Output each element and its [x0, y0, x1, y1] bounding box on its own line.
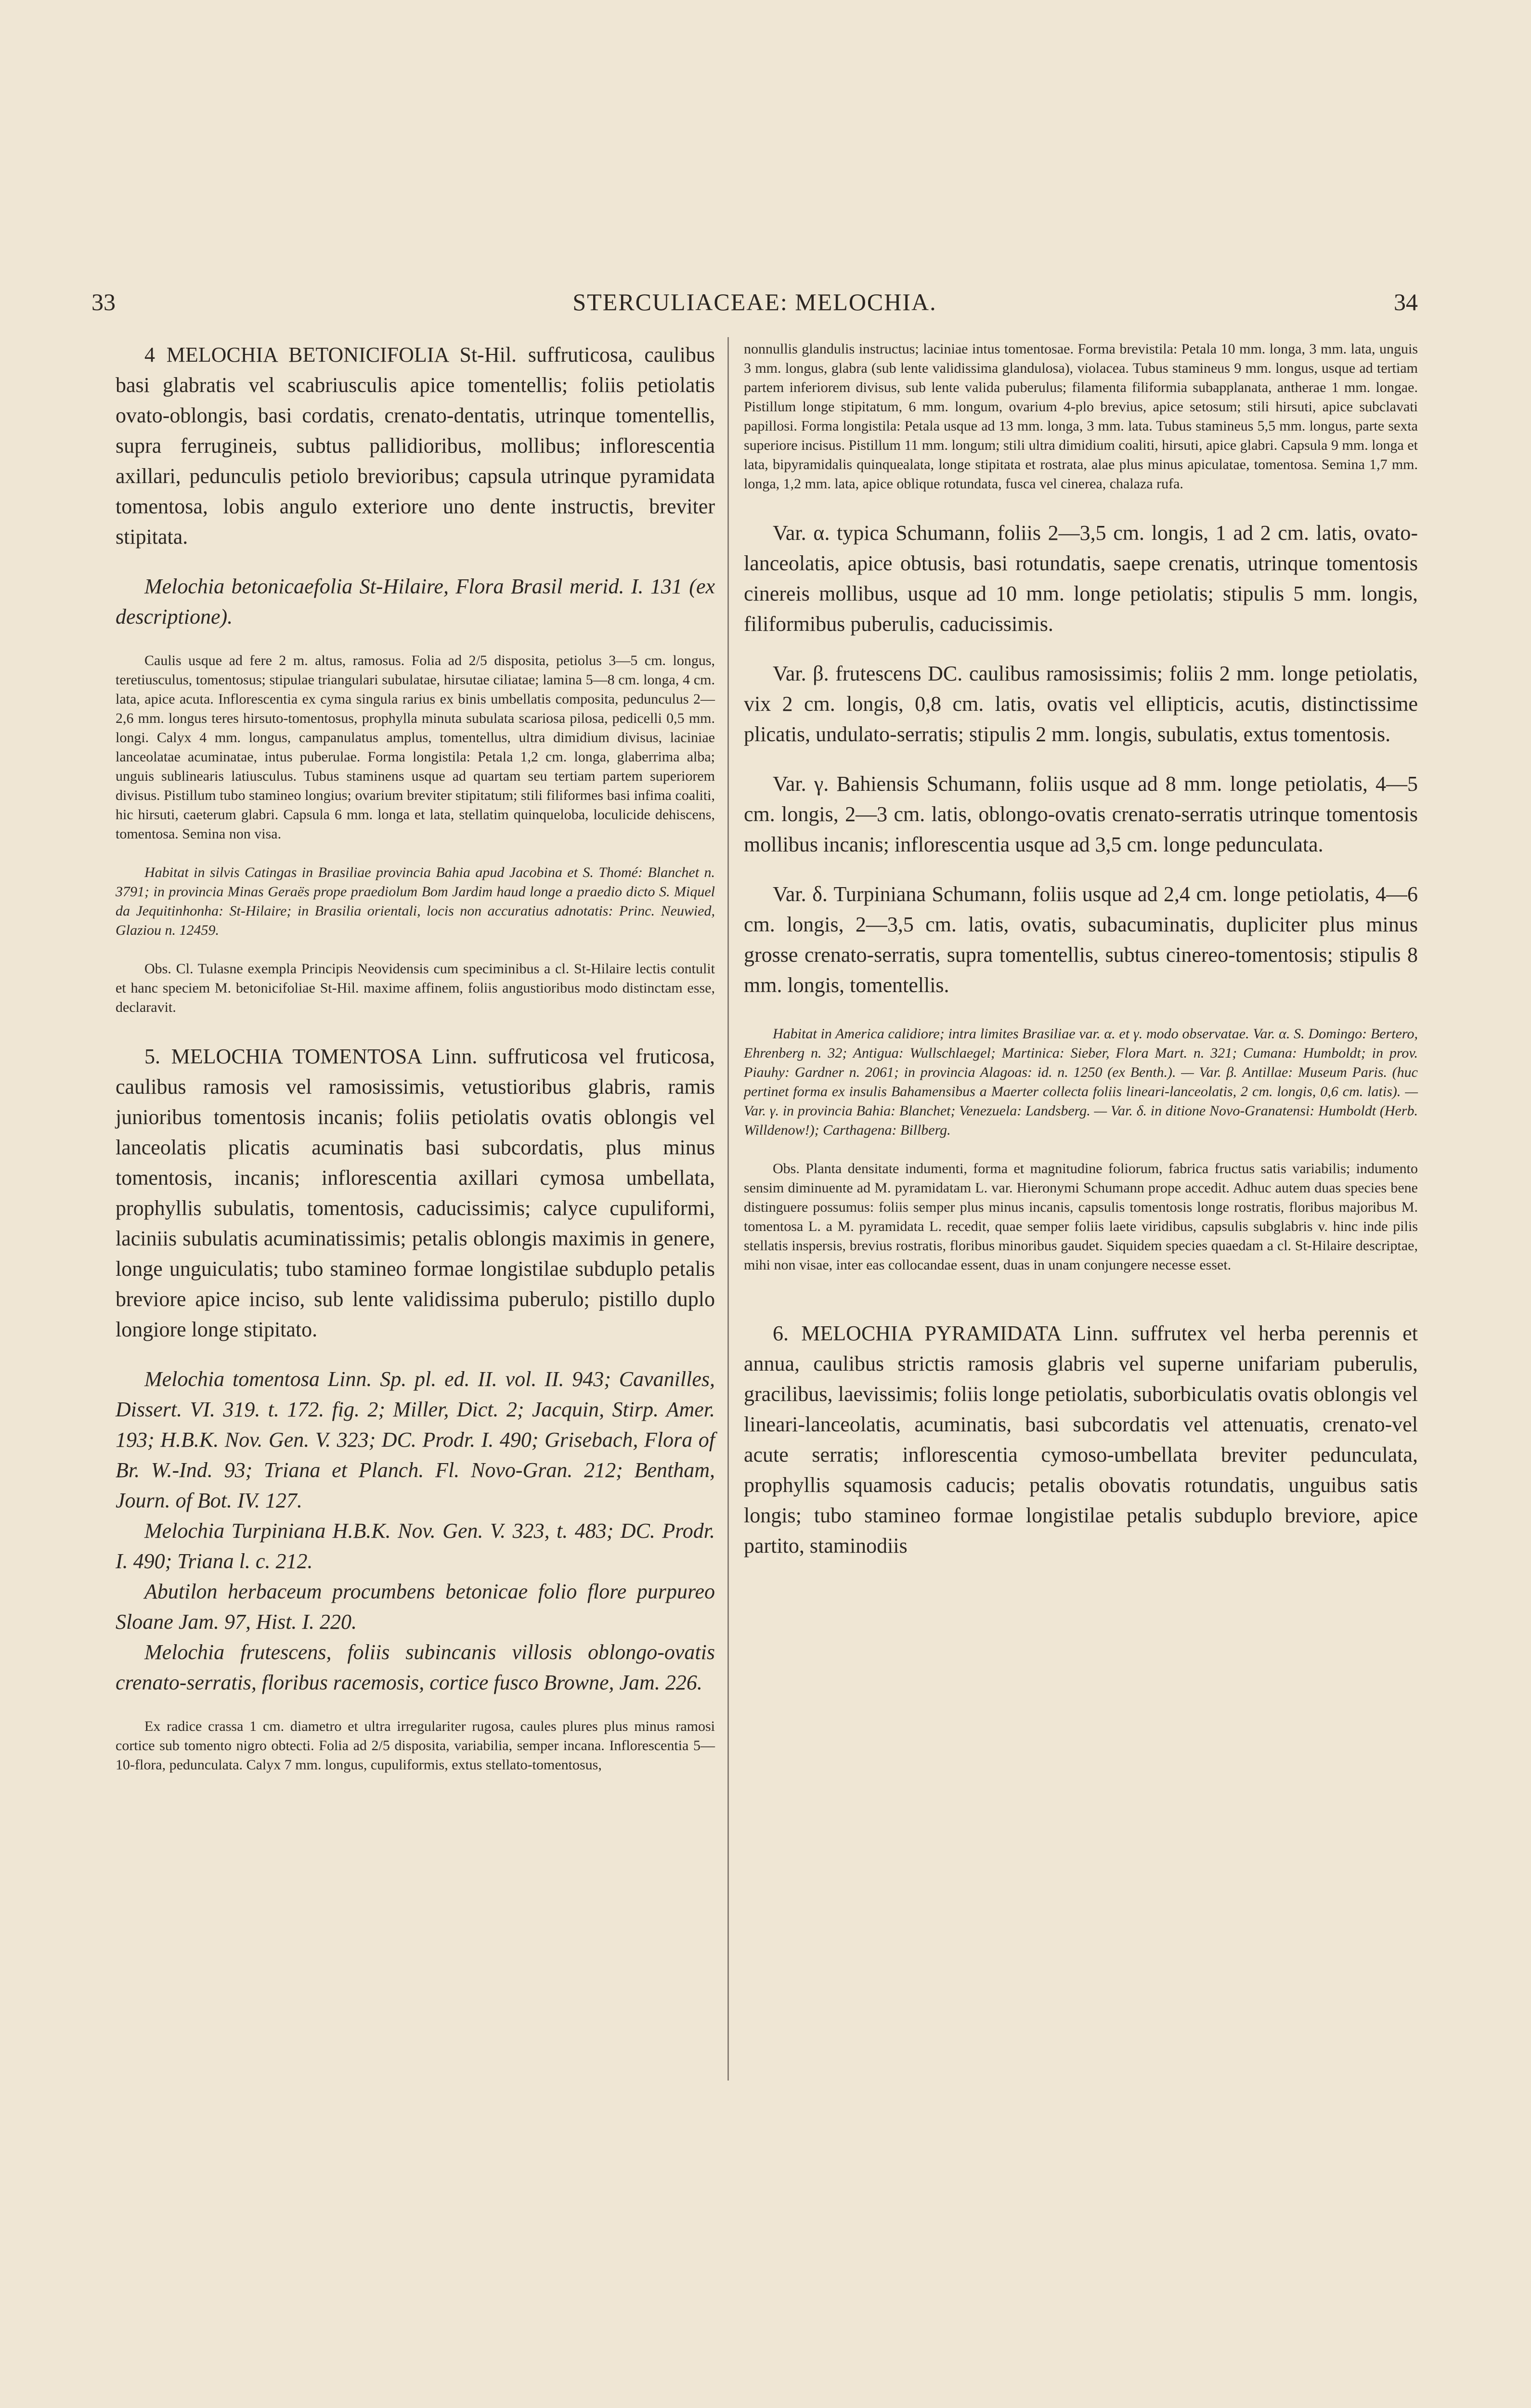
species-5-synonym-2: Melochia Turpiniana H.B.K. Nov. Gen. V. 323, t. 483; DC. Prodr. I. 490; Triana l. c. 212. [116, 1519, 715, 1573]
variety-delta: Var. δ. Turpiniana Schumann, foliis usque ad 2,4 cm. longe petiolatis, 4—6 cm. longis, 2—3,5 cm. latis, ovatis, subacuminatis, dupliciter plus minus grosse crenato-serratis, supra tomentellis, subtus cinereo-tomentosis; stipulis 8 mm. longis, tomentellis. [744, 882, 1418, 997]
species-5-details-continued: nonnullis glandulis instructus; laciniae intus tomentosae. Forma brevistila: Petala 10 mm. longa, 3 mm. lata, unguis 3 mm. longus, glabra (sub lente validissima glandulosa), violacea. Tubus stamineus 9 mm. longus, usque ad tertiam partem inferiorem divisus, sub lente valida puberulus; filamenta filiformia subapplanata, antherae 1 mm. longae. Pistillum longe stipitatum, 6 mm. longum, ovarium 4-plo brevius, apice setosum; stili hirsuti, apice subclavati papillosi. Forma longistila: Petala usque ad 13 mm. longa, 3 mm. lata. Tubus stamineus 5,5 mm. longus, parte sexta superiore incisus. Pistillum 11 mm. longum; stili ultra dimidium coaliti, hirsuti, apice glabri. Capsula 9 mm. longa et lata, bipyramidalis quinquealata, longe stipitata et rostrata, alae plus minus apiculatae, tomentosa. Semina 1,7 mm. longa, 1,2 mm. lata, apice oblique rotundata, fusca vel cinerea, chalaza rufa. [744, 341, 1418, 492]
variety-alpha: Var. α. typica Schumann, foliis 2—3,5 cm. longis, 1 ad 2 cm. latis, ovato-lanceolatis, apice obtusis, basi rotundatis, saepe crenatis, utrinque tomentosis cinereis mollibus, usque ad 10 mm. longe petiolatis; stipulis 5 mm. longis, filiformibus puberulis, caducissimis. [744, 521, 1418, 636]
page-number-right: 34 [1394, 288, 1418, 315]
page-header [91, 288, 1418, 322]
column-divider [727, 337, 729, 2081]
left-column [116, 340, 715, 1775]
species-4-habitat: Habitat in silvis Catingas in Brasiliae provincia Bahia apud Jacobina et S. Thomé: Blanchet n. 3791; in provincia Minas Geraës prope praediolum Bom Jardim haud longe a praedio dicto S. Miquel da Jequitinhonha: St-Hilaire; in Brasilia orientali, locis non accuratius adnotatis: Princ. Neuwied, Glaziou n. 12459. [116, 864, 715, 938]
page-number-left: 33 [91, 288, 116, 315]
variety-gamma: Var. γ. Bahiensis Schumann, foliis usque ad 8 mm. longe petiolatis, 4—5 cm. longis, 2—3 cm. latis, oblongo-ovatis crenato-serratis utrinque tomentosis mollibus incanis; inflorescentia usque ad 3,5 cm. longe pedunculata. [744, 772, 1418, 856]
right-column [744, 340, 1418, 1561]
species-4-observation: Obs. Cl. Tulasne exempla Principis Neovidensis cum speciminibus a cl. St-Hilaire lectis contulit et hanc speciem M. betonicifoliae St-Hil. maxime affinem, foliis angustioribus modo distinctam esse, declaravit. [116, 961, 715, 1015]
species-4-reference: Melochia betonicaefolia St-Hilaire, Flora Brasil merid. I. 131 (ex descriptione). [116, 575, 715, 628]
species-4-description: 4 MELOCHIA BETONICIFOLIA St-Hil. suffruticosa, caulibus basi glabratis vel scabriusculis apice tomentellis; foliis petiolatis ovato-oblongis, basi cordatis, crenato-dentatis, utrinque tomentellis, supra ferrugineis, subtus pallidioribus, mollibus; inflorescentia axillari, pedunculis petiolo brevioribus; capsula utrinque pyramidata tomentosa, lobis angulo exteriore uno dente instructis, breviter stipitata. [116, 343, 715, 549]
species-6-description: 6. MELOCHIA PYRAMIDATA Linn. suffrutex vel herba perennis et annua, caulibus strictis ramosis glabris vel superne unifariam puberulis, gracilibus, laevissimis; foliis longe petiolatis, suborbiculatis ovatis oblongis vel lineari-lanceolatis, acuminatis, basi subcordatis vel attenuatis, crenato-vel acute serratis; inflorescentia cymoso-umbellata breviter pedunculata, prophyllis squamosis caducis; petalis obovatis rotundatis, unguibus satis longis; tubo stamineo formae longistilae petalis subduplo breviore, apice partito, staminodiis [744, 1322, 1418, 1557]
species-4-details: Caulis usque ad fere 2 m. altus, ramosus. Folia ad 2/5 disposita, petiolus 3—5 cm. longus, teretiusculus, tomentosus; stipulae triangulari subulatae, hirsutae ciliatae; lamina 5—8 cm. longa, 4 cm. lata, apice acuta. Inflorescentia ex cyma singula rarius ex binis umbellatis composita, pedunculus 2—2,6 mm. longus teres hirsuto-tomentosus, prophylla minuta subulata scariosa pilosa, pedicelli 0,5 mm. longi. Calyx 4 mm. longus, campanulatus amplus, tomentellus, ultra dimidium divisus, laciniae lanceolatae acuminatae, intus puberulae. Forma longistila: Petala 1,2 cm. longa, glaberrima alba; unguis sublinearis latiusculus. Tubus staminens usque ad quartam seu tertiam partem superiorem divisus. Pistillum tubo stamineo longius; ovarium breviter stipitatum; stili filiformes basi infima coaliti, hic hirsuti, caeterum glabri. Capsula 6 mm. longa et lata, stellatim quinqueloba, loculicide dehiscens, tomentosa. Semina non visa. [116, 653, 715, 842]
species-5-synonym-4: Melochia frutescens, foliis subincanis villosis oblongo-ovatis crenato-serratis, floribus racemosis, cortice fusco Browne, Jam. 226. [116, 1640, 715, 1694]
species-5-observation: Obs. Planta densitate indumenti, forma et magnitudine foliorum, fabrica fructus satis variabilis; indumento sensim diminuente ad M. pyramidatam L. var. Hieronymi Schumann prope accedit. Adhuc autem duas species bene distinguere possumus: foliis semper plus minus incanis, capsulis tomentosis longe rostratis, floribus majoribus M. tomentosa L. a M. pyramidata L. recedit, quae semper foliis laete viridibus, capsulis subglabris v. hinc inde pilis stellatis inspersis, brevius rostratis, floribus minoribus gaudet. Siquidem species quaedam a cl. St-Hilaire descriptae, mihi non visae, inter eas collocandae essent, duas in unam conjungere necesse esset. [744, 1161, 1418, 1273]
species-5-synonym-3: Abutilon herbaceum procumbens betonicae folio flore purpureo Sloane Jam. 97, Hist. I. 220. [116, 1580, 715, 1634]
species-5-synonym-1: Melochia tomentosa Linn. Sp. pl. ed. II. vol. II. 943; Cavanilles, Dissert. VI. 319. t. 172. fig. 2; Miller, Dict. 2; Jacquin, Stirp. Amer. 193; H.B.K. Nov. Gen. V. 323; DC. Prodr. I. 490; Grisebach, Flora of Br. W.-Ind. 93; Triana et Planch. Fl. Novo-Gran. 212; Bentham, Journ. of Bot. IV. 127. [116, 1367, 715, 1512]
running-title: STERCULIACEAE: MELOCHIA. [572, 288, 937, 315]
species-5-description: 5. MELOCHIA TOMENTOSA Linn. suffruticosa vel fruticosa, caulibus ramosis vel ramosissimis, vetustioribus glabris, ramis junioribus tomentosis incanis; foliis petiolatis ovatis oblongis vel lanceolatis plicatis acuminatis basi subcordatis, plus minus tomentosis, incanis; inflorescentia axillari cymosa umbellata, prophyllis subulatis, tomentosis, caducissimis; calyce cupuliformi, laciniis subulatis acuminatissimis; petalis oblongis maximis in genere, longe unguiculatis; tubo stamineo formae longistilae subduplo petalis breviore apice inciso, sub lente validissima puberulo; pistillo duplo longiore longe stipitato. [116, 1045, 715, 1341]
species-5-details: Ex radice crassa 1 cm. diametro et ultra irregulariter rugosa, caules plures plus minus ramosi cortice sub tomento nigro obtecti. Folia ad 2/5 disposita, variabilia, semper incana. Inflorescentia 5—10-flora, pedunculata. Calyx 7 mm. longus, cupuliformis, extus stellato-tomentosus, [116, 1718, 715, 1773]
species-5-habitat: Habitat in America calidiore; intra limites Brasiliae var. α. et γ. modo observatae. Var. α. S. Domingo: Bertero, Ehrenberg n. 32; Antigua: Wullschlaegel; Martinica: Sieber, Flora Mart. n. 321; Cumana: Humboldt; in prov. Piauhy: Gardner n. 2061; in provincia Alagoas: id. n. 1250 (ex Benth.). — Var. β. Antillae: Museum Paris. (huc pertinet forma ex insulis Bahamensibus a Maerter collecta foliis lineari-lanceolatis, 2 cm. longis, 0,6 cm. latis). — Var. γ. in provincia Bahia: Blanchet; Venezuela: Landsberg. — Var. δ. in ditione Novo-Granatensi: Humboldt (Herb. Willdenow!); Carthagena: Billberg. [744, 1026, 1418, 1138]
variety-beta: Var. β. frutescens DC. caulibus ramosissimis; foliis 2 mm. longe petiolatis, vix 2 cm. longis, 0,8 cm. latis, ovatis vel ellipticis, acutis, distinctissime plicatis, undulato-serratis; stipulis 2 mm. longis, subulatis, extus tomentosis. [744, 662, 1418, 746]
